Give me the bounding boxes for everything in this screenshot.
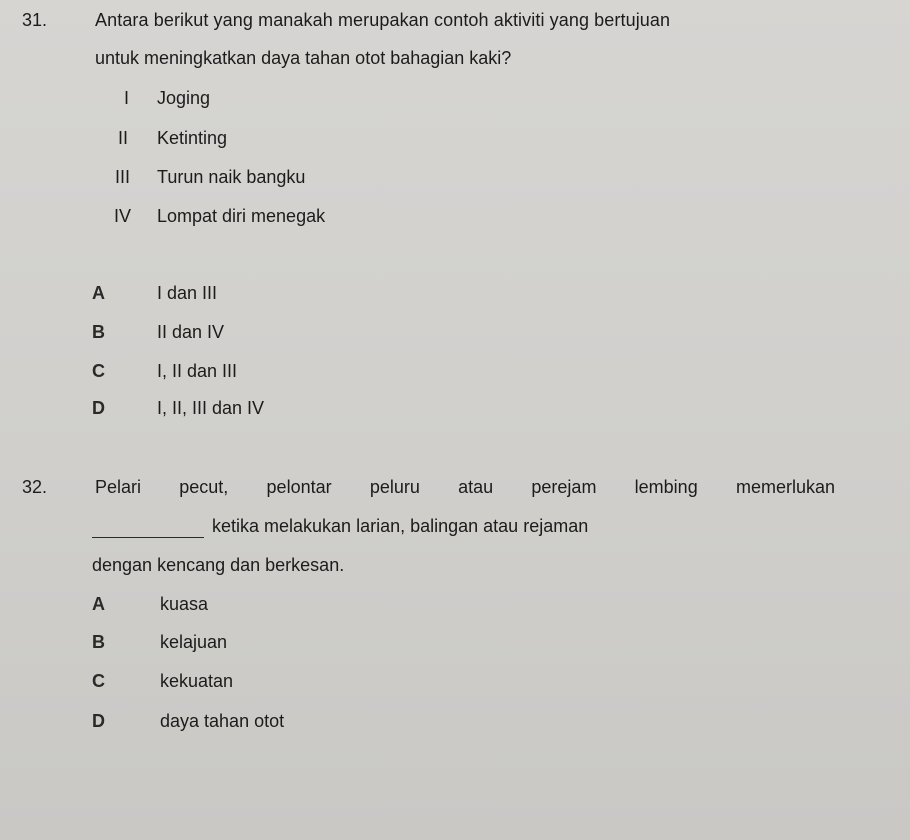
option-letter: C	[92, 671, 105, 691]
word: pecut,	[179, 477, 229, 497]
option-letter: D	[92, 398, 105, 418]
option-text: kuasa	[160, 594, 209, 614]
question-31-line-2: untuk meningkatkan daya tahan otot bahagian kaki?	[95, 48, 512, 68]
option-text: I, II dan III	[157, 361, 238, 381]
word: lembing	[634, 477, 698, 497]
word: perejam	[531, 477, 597, 497]
statement-text: Turun naik bangku	[157, 167, 306, 187]
option-text: I, II, III dan IV	[157, 398, 265, 418]
option-letter: C	[92, 361, 105, 381]
question-31-number: 31.	[22, 10, 48, 30]
word: memerlukan	[735, 477, 835, 497]
statement-roman: III	[115, 167, 131, 187]
statement-text: Joging	[157, 88, 211, 108]
question-32-line-3: dengan kencang dan berkesan.	[92, 555, 345, 575]
statement-text: Ketinting	[157, 128, 228, 148]
option-text: daya tahan otot	[160, 711, 285, 731]
option-letter: A	[92, 594, 105, 614]
statement-roman: IV	[114, 206, 132, 226]
answer-blank	[92, 537, 204, 538]
statement-text: Lompat diri menegak	[157, 206, 326, 226]
option-letter: B	[92, 632, 105, 652]
option-letter: D	[92, 711, 105, 731]
option-text: kekuatan	[160, 671, 234, 691]
word: Pelari	[95, 477, 142, 497]
option-text: II dan IV	[157, 322, 225, 342]
statement-roman: I	[124, 88, 130, 108]
word: peluru	[369, 477, 420, 497]
question-31-line-1: Antara berikut yang manakah merupakan contoh aktiviti yang bertujuan	[95, 10, 671, 30]
question-32-line-2: ketika melakukan larian, balingan atau rejaman	[212, 516, 589, 536]
question-32-number: 32.	[22, 477, 48, 497]
word: atau	[458, 477, 494, 497]
option-text: kelajuan	[160, 632, 228, 652]
statement-roman: II	[118, 128, 129, 148]
question-32-line-1	[95, 477, 835, 498]
option-letter: A	[92, 283, 105, 303]
option-letter: B	[92, 322, 105, 342]
word: pelontar	[266, 477, 332, 497]
option-text: I dan III	[157, 283, 218, 303]
